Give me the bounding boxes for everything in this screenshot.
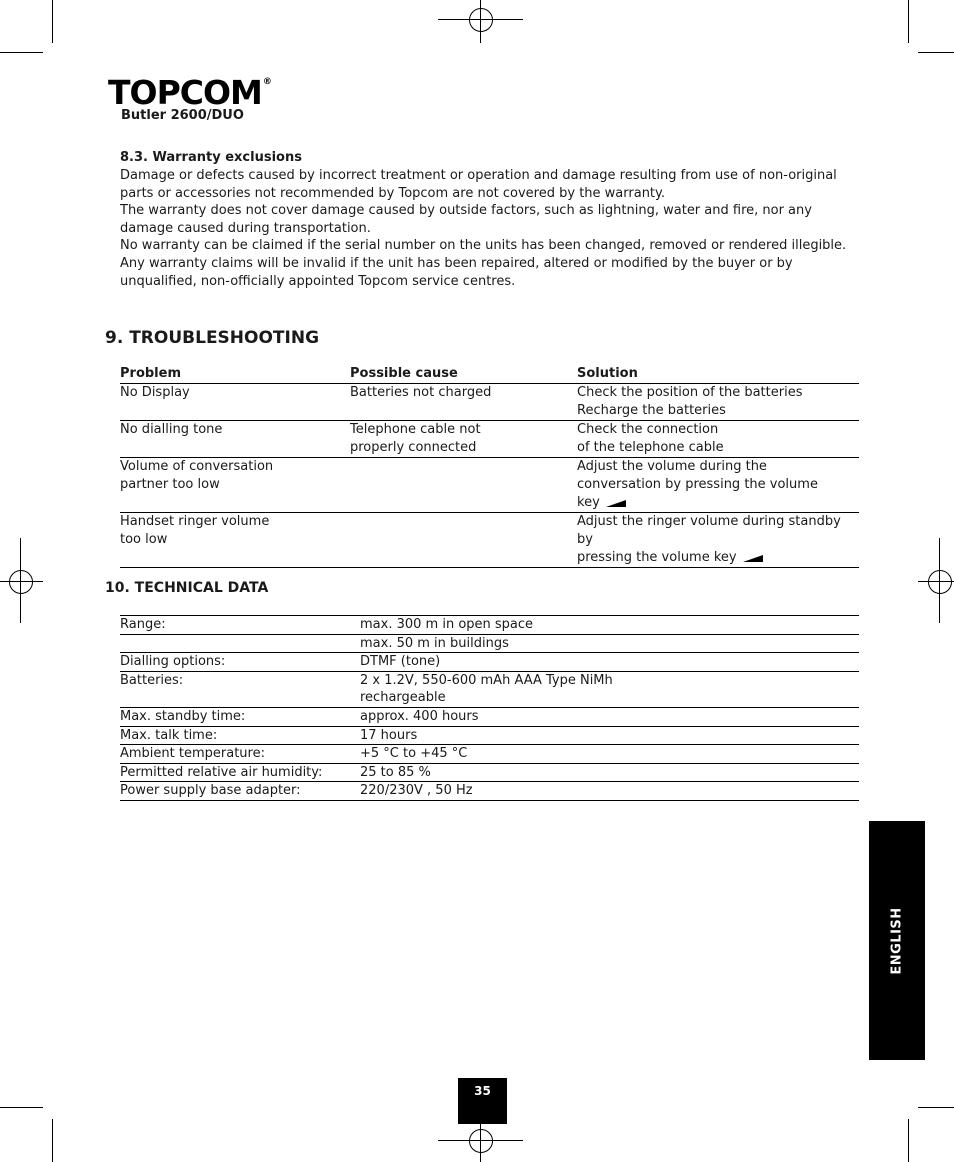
spec-value: max. 300 m in open space	[360, 616, 859, 635]
spec-label: Dialling options:	[120, 653, 360, 672]
cell-line: Recharge the batteries	[577, 403, 726, 418]
table-row	[120, 745, 859, 764]
cell-line: Check the position of the batteries	[577, 385, 803, 400]
page-number: 35	[458, 1078, 507, 1124]
warranty-paragraph: No warranty can be claimed if the serial number on the units has been changed, removed or rendered illegible.	[120, 238, 847, 254]
spec-value: 17 hours	[360, 726, 859, 745]
table-row	[120, 458, 859, 513]
cell-text: pressing the volume key	[577, 550, 737, 565]
registration-mark	[928, 570, 952, 594]
cell-line: conversation by pressing the volume	[577, 477, 818, 492]
table-row	[120, 653, 859, 672]
warranty-text	[120, 167, 865, 290]
spec-label: Ambient temperature:	[120, 745, 360, 764]
cause-cell	[350, 384, 577, 421]
registration-mark	[469, 8, 493, 32]
technical-data-table	[120, 615, 859, 801]
table-header-row	[120, 365, 859, 384]
cell-line: 2 x 1.2V, 550-600 mAh AAA Type NiMh	[360, 672, 613, 688]
cause-cell	[350, 458, 577, 513]
column-header: Possible cause	[350, 365, 577, 384]
spec-value	[360, 671, 859, 707]
cell-line: No dialling tone	[120, 422, 223, 437]
cell-line: Adjust the ringer volume during standby by	[577, 514, 841, 547]
problem-cell	[120, 384, 350, 421]
spec-value: 220/230V , 50 Hz	[360, 782, 859, 801]
cell-line: Volume of conversation	[120, 459, 274, 474]
crop-mark	[918, 52, 954, 53]
spec-label: Range:	[120, 616, 360, 635]
model-name: Butler 2600/DUO	[121, 108, 244, 123]
spec-value: max. 50 m in buildings	[360, 634, 859, 653]
crop-mark	[918, 1107, 954, 1108]
solution-cell	[577, 421, 859, 458]
spec-label: Batteries:	[120, 671, 360, 707]
cell-line	[577, 549, 859, 567]
spec-label: Permitted relative air humidity:	[120, 763, 360, 782]
cell-line: Handset ringer volume	[120, 514, 270, 529]
crop-mark	[0, 1107, 43, 1108]
warranty-paragraph: The warranty does not cover damage caused by outside factors, such as lightning, water and fire, nor any damage caused during transportation.	[120, 203, 812, 236]
crop-mark	[0, 52, 43, 53]
table-row	[120, 513, 859, 568]
volume-key-icon	[743, 555, 763, 562]
cause-cell	[350, 513, 577, 568]
warranty-heading: 8.3. Warranty exclusions	[120, 150, 302, 165]
spec-label: Max. standby time:	[120, 707, 360, 726]
column-header: Solution	[577, 365, 859, 384]
cell-line: partner too low	[120, 477, 220, 492]
cause-cell	[350, 421, 577, 458]
table-row	[120, 384, 859, 421]
cell-line: No Display	[120, 385, 190, 400]
table-row	[120, 616, 859, 635]
cell-text: key	[577, 495, 600, 510]
table-row	[120, 763, 859, 782]
brand-logo: TOPCOM®	[108, 73, 271, 112]
table-row	[120, 671, 859, 707]
problem-cell	[120, 421, 350, 458]
solution-cell	[577, 384, 859, 421]
table-row	[120, 707, 859, 726]
language-tab	[869, 821, 925, 1060]
cell-line: rechargeable	[360, 690, 446, 706]
crop-mark	[52, 0, 53, 43]
column-header: Problem	[120, 365, 350, 384]
spec-value: DTMF (tone)	[360, 653, 859, 672]
cell-line: Check the connection	[577, 422, 719, 437]
cell-line: too low	[120, 532, 168, 547]
cell-line	[577, 494, 859, 512]
problem-cell	[120, 513, 350, 568]
cell-line: Adjust the volume during the	[577, 459, 767, 474]
table-row	[120, 421, 859, 458]
solution-cell	[577, 513, 859, 568]
table-row	[120, 782, 859, 801]
volume-key-icon	[606, 500, 626, 507]
table-row	[120, 726, 859, 745]
crop-mark	[908, 0, 909, 43]
problem-cell	[120, 458, 350, 513]
crop-mark	[52, 1119, 53, 1162]
troubleshooting-heading: 9. TROUBLESHOOTING	[105, 328, 320, 348]
language-label: ENGLISH	[889, 906, 905, 975]
spec-label: Max. talk time:	[120, 726, 360, 745]
cell-line: Batteries not charged	[350, 385, 492, 400]
registration-mark	[9, 570, 33, 594]
warranty-paragraph: Damage or defects caused by incorrect treatment or operation and damage resulting from use of non-original parts or accessories not recommended by Topcom are not covered by the warranty.	[120, 168, 837, 201]
spec-value: approx. 400 hours	[360, 707, 859, 726]
spec-value: 25 to 85 %	[360, 763, 859, 782]
crop-mark	[908, 1119, 909, 1162]
warranty-paragraph: Any warranty claims will be invalid if the unit has been repaired, altered or modified by the buyer or by unqualified, non-officially appointed Topcom service centres.	[120, 255, 793, 289]
cell-line: of the telephone cable	[577, 440, 724, 455]
spec-label	[120, 634, 360, 653]
solution-cell	[577, 458, 859, 513]
cell-line: properly connected	[350, 440, 477, 455]
troubleshooting-table	[120, 365, 859, 568]
spec-value: +5 °C to +45 °C	[360, 745, 859, 764]
spec-label: Power supply base adapter:	[120, 782, 360, 801]
technical-data-heading: 10. TECHNICAL DATA	[105, 580, 269, 596]
table-row	[120, 634, 859, 653]
cell-line: Telephone cable not	[350, 422, 481, 437]
registration-mark	[469, 1129, 493, 1153]
